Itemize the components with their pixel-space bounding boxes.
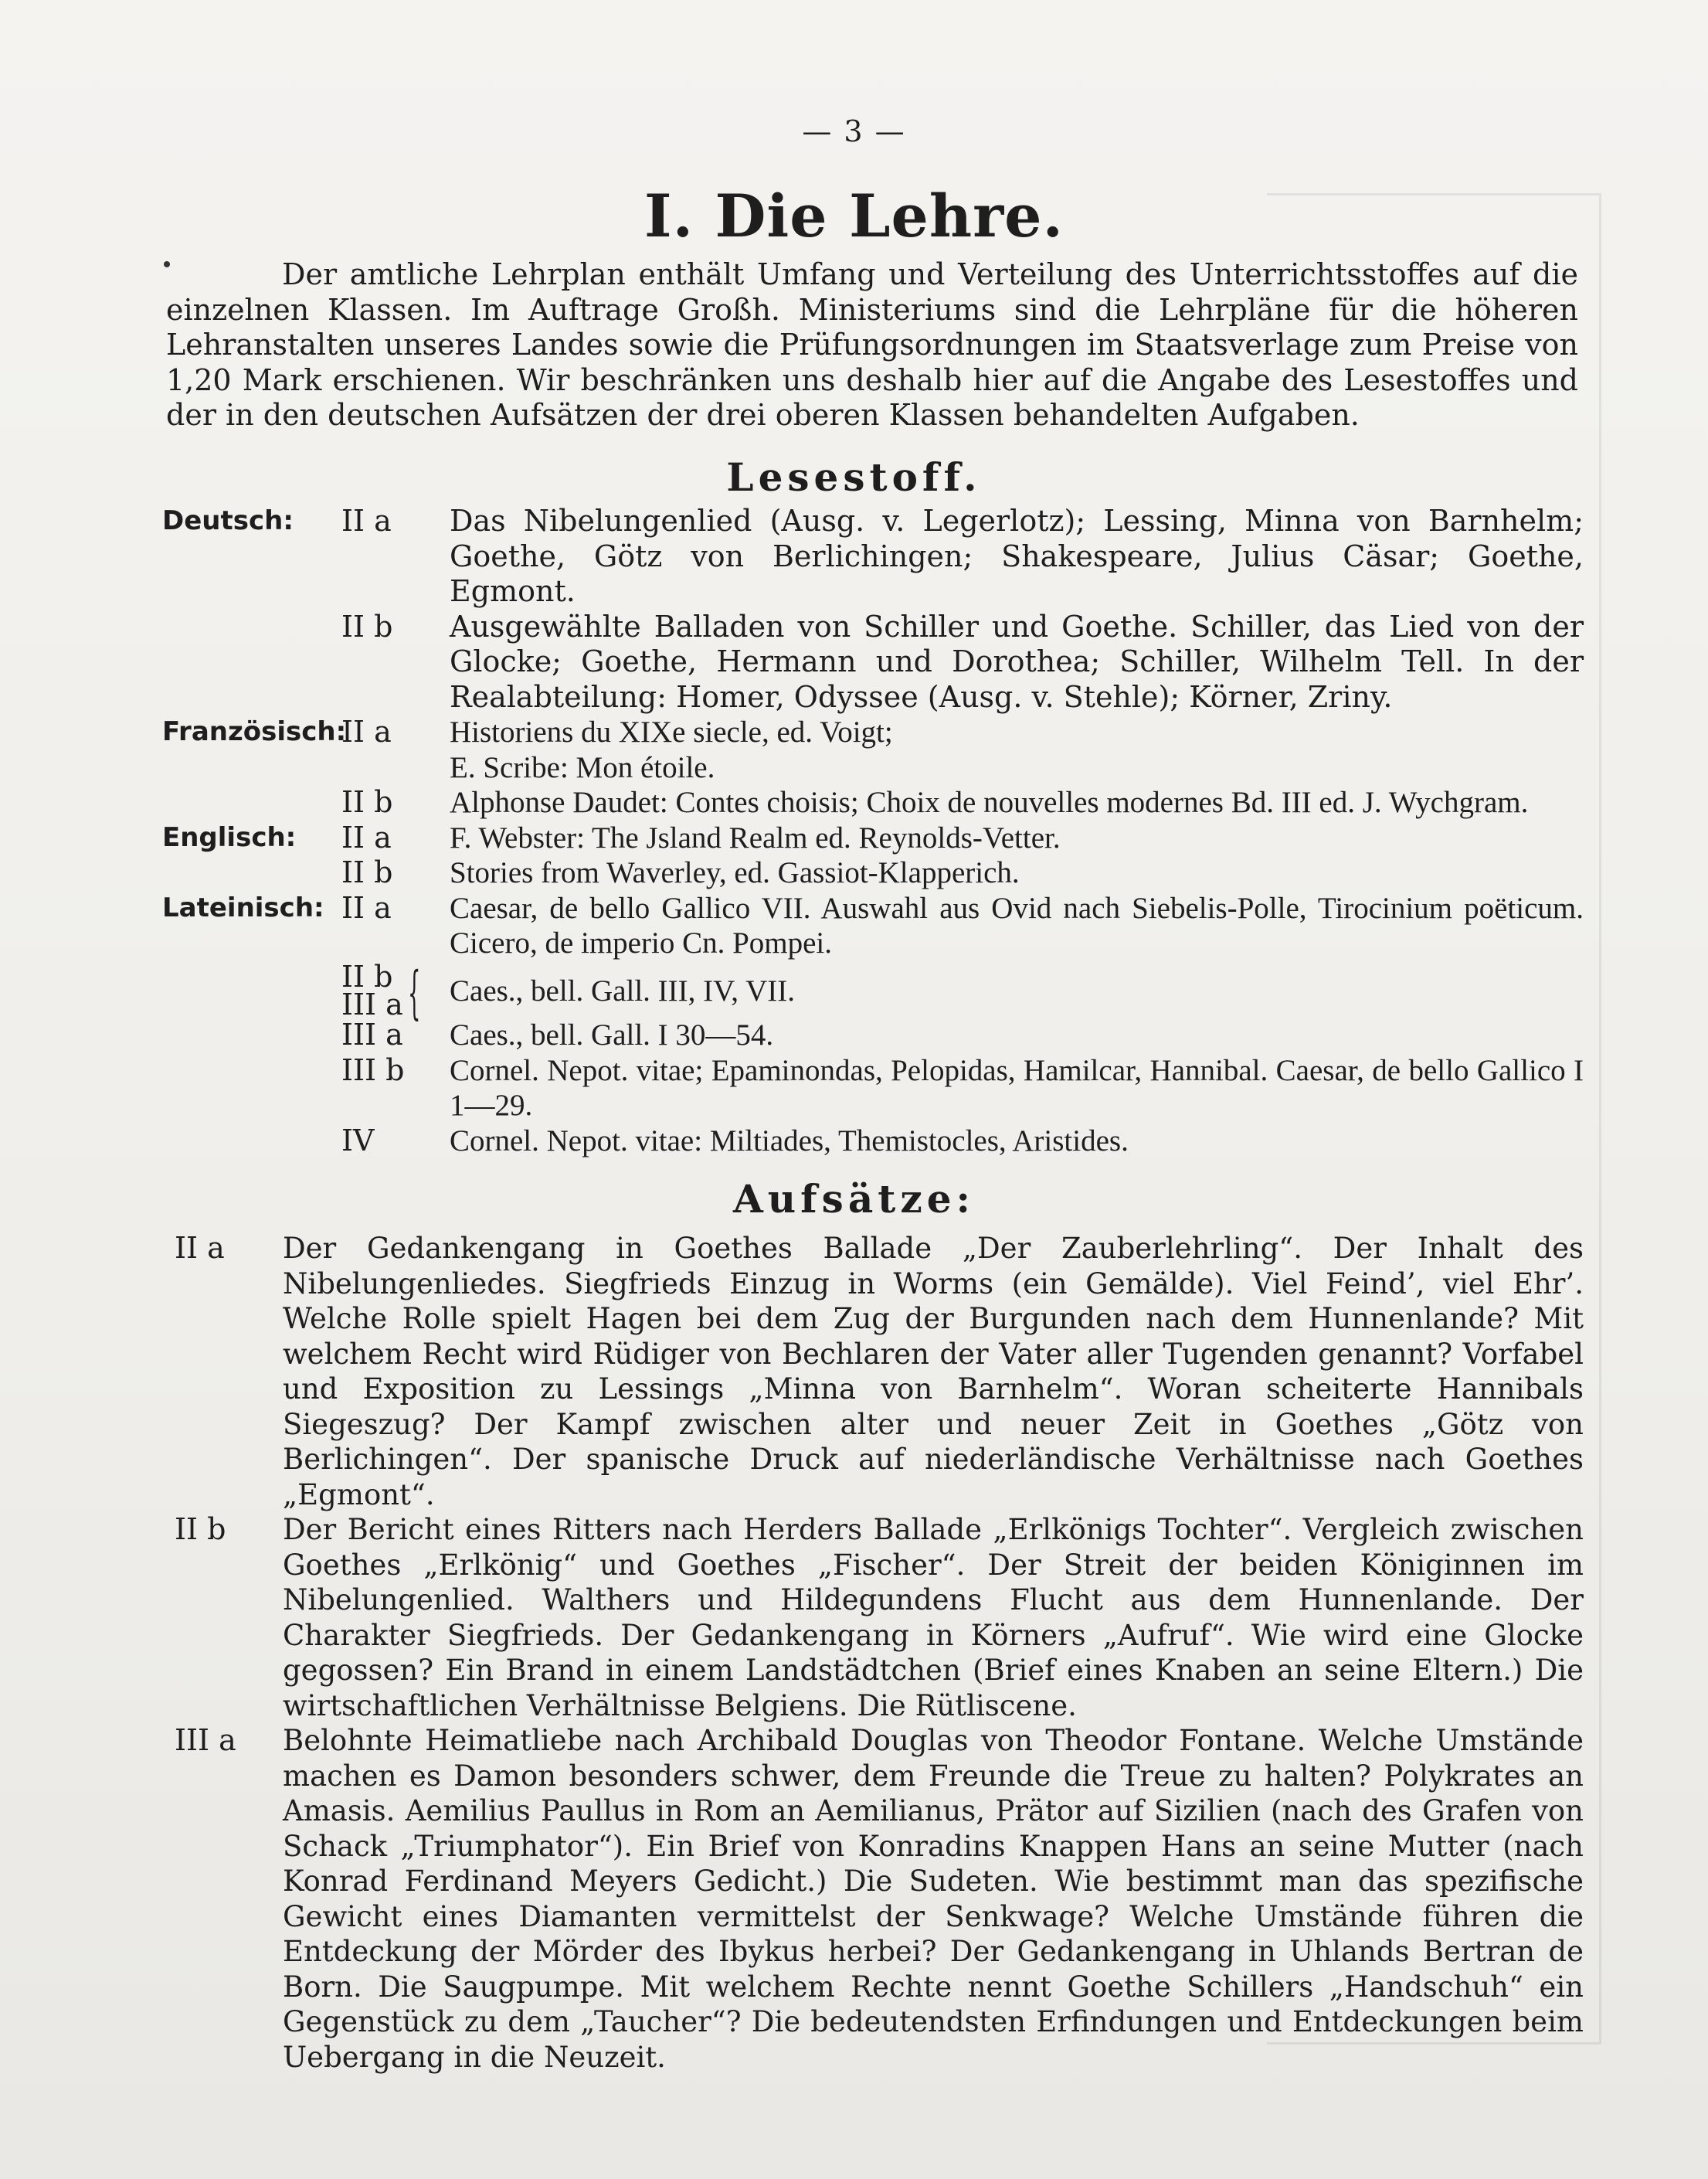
aufsaetze-heading: Aufsätze: — [733, 1176, 975, 1222]
class-label: II a — [175, 1231, 225, 1265]
subject-label: Lateinisch: — [162, 892, 324, 923]
reading-text: Ausgewählte Balladen von Schiller und Goethe. Schiller, das Lied von der Glocke; Goethe, Hermann und Dorothea; Schiller, Wilhelm Tell. In der Realabteilung: Homer, Odyssee (Ausg. v. Stehle); Körner, Zriny. — [450, 609, 1584, 714]
reading-row — [162, 1053, 1584, 1123]
reading-text: Caesar, de bello Gallico VII. Auswahl aus Ovid nach Siebelis-Polle, Tirocinium poëticum. Cicero, de imperio Cn. Pompei. — [450, 891, 1584, 960]
class-label: II a — [341, 504, 392, 538]
reading-text: Cornel. Nepot. vitae; Epaminondas, Pelopidas, Hamilcar, Hannibal. Caesar, de bello Gallico I 1—29. — [450, 1053, 1584, 1122]
essay-list — [162, 1231, 1584, 2075]
class-label: II a — [341, 890, 392, 925]
reading-list — [162, 504, 1584, 1158]
reading-text: Caes., bell. Gall. III, IV, VII. — [450, 974, 795, 1008]
subject-label: Französisch: — [162, 716, 347, 747]
reading-text: Caes., bell. Gall. I 30—54. — [450, 1018, 774, 1052]
essay-text: Belohnte Heimatliebe nach Archibald Douglas von Theodor Fontane. Welche Umstände machen es Damon besonders schwer, dem Freunde die Treue zu halten? Polykrates an Amasis. Aemilius Paullus in Rom an Aemilianus, Prätor auf Sizilien (nach des Grafen von Schack „Triumphator“). Ein Brief von Konradins Knappen Hans an seine Mutter (nach Konrad Ferdinand Meyers Gedicht.) Die Sudeten. Wie bestimmt man das spezifische Gewicht eines Diamanten vermittelst der Senkwage? Welche Umstände führen die Entdeckung der Mörder des Ibykus herbei? Der Gedankengang in Uhlands Bertran de Born. Die Saugpumpe. Mit welchem Rechte nennt Goethe Schillers „Handschuh“ ein Gegenstück zu dem „Taucher“? Die bedeutendsten Erfindungen und Entdeckungen beim Uebergang in die Neuzeit. — [283, 1724, 1584, 2074]
class-label: III b — [341, 1052, 405, 1087]
class-label: II b — [341, 785, 393, 819]
essay-row — [162, 1512, 1584, 1723]
reading-row — [162, 959, 1584, 1026]
class-label: III a — [341, 1018, 403, 1052]
reading-row — [162, 1123, 1584, 1159]
reading-text: F. Webster: The Jsland Realm ed. Reynolds-Vetter. — [450, 821, 1061, 855]
essay-text: Der Gedankengang in Goethes Ballade „Der Zauberlehrling“. Der Inhalt des Nibelungenliedes. Siegfrieds Einzug in Worms (ein Gemälde). Viel Feind’, viel Ehr’. Welche Rolle spielt Hagen bei dem Zug der Burgunden nach dem Hunnenlande? Mit welchem Recht wird Rüdiger von Bechlaren der Vater aller Tugenden genannt? Vorfabel und Exposition zu Lessings „Minna von Barnhelm“. Woran scheiterte Hannibals Siegeszug? Der Kampf zwischen alter und neuer Zeit in Goethes „Götz von Berlichingen“. Der spanische Druck auf niederländische Verhältnisse nach Goethes „Egmont“. — [283, 1232, 1584, 1511]
class-label: II a — [341, 715, 392, 749]
reading-text: Alphonse Daudet: Contes choisis; Choix de nouvelles modernes Bd. III ed. J. Wychgram. — [450, 786, 1529, 819]
class-label: II b III a — [341, 959, 403, 1022]
reading-row — [162, 504, 1584, 610]
class-label: II a — [341, 820, 392, 855]
class-label: IV — [341, 1123, 375, 1157]
subject-label: Englisch: — [162, 821, 297, 853]
class-label: II b — [341, 855, 393, 889]
reading-row — [162, 821, 1584, 856]
reading-row — [162, 1018, 1584, 1053]
reading-text: Cornel. Nepot. vitae: Miltiades, Themistocles, Aristides. — [450, 1123, 1129, 1157]
subject-label: Deutsch: — [162, 505, 294, 536]
reading-text: Historiens du XIXe siecle, ed. Voigt; E. Scribe: Mon étoile. — [450, 716, 893, 784]
reading-row — [162, 610, 1584, 716]
reading-text: Das Nibelungenlied (Ausg. v. Legerlotz); Lessing, Minna von Barnhelm; Goethe, Götz von Berlichingen; Shakespeare, Julius Cäsar; Goethe, Egmont. — [450, 504, 1584, 608]
reading-row — [162, 785, 1584, 821]
lesestoff-heading: Lesestoff. — [726, 454, 982, 500]
page-title: I. Die Lehre. — [644, 182, 1064, 250]
reading-row — [162, 855, 1584, 891]
reading-row — [162, 715, 1584, 785]
class-label: II b — [341, 609, 393, 644]
essay-row — [162, 1723, 1584, 2075]
class-label: II b — [175, 1512, 226, 1546]
class-label: III a — [175, 1723, 236, 1757]
reading-row — [162, 891, 1584, 961]
essay-row — [162, 1231, 1584, 1512]
brace-glyph: { — [408, 959, 421, 1026]
page-number: — 3 — — [802, 114, 906, 148]
intro-paragraph: Der amtliche Lehrplan enthält Umfang und Verteilung des Unterrichtsstoffes auf die einzelnen Klassen. Im Auftrage Großh. Ministeriums sind die Lehrpläne für die höheren Lehranstalten unseres Landes sowie die Prüfungsordnungen im Staatsverlage zum Preise von 1,20 Mark erschienen. Wir beschränken uns deshalb hier auf die Angabe des Lesestoffes und der in den deutschen Aufsätzen der drei oberen Klassen behandelten Aufgaben. — [166, 257, 1578, 432]
essay-text: Der Bericht eines Ritters nach Herders Ballade „Erlkönigs Tochter“. Vergleich zwischen Goethes „Erlkönig“ und Goethes „Fischer“. Der Streit der beiden Königinnen im Nibelungenlied. Walthers und Hildegundens Flucht aus dem Hunnenlande. Der Charakter Siegfrieds. Der Gedankengang in Körners „Aufruf“. Wie wird eine Glocke gegossen? Ein Brand in einem Landstädtchen (Brief eines Knaben an seine Eltern.) Die wirtschaftlichen Verhältnisse Belgiens. Die Rütliscene. — [283, 1513, 1584, 1722]
reading-text: Stories from Waverley, ed. Gassiot-Klapperich. — [450, 856, 1020, 889]
